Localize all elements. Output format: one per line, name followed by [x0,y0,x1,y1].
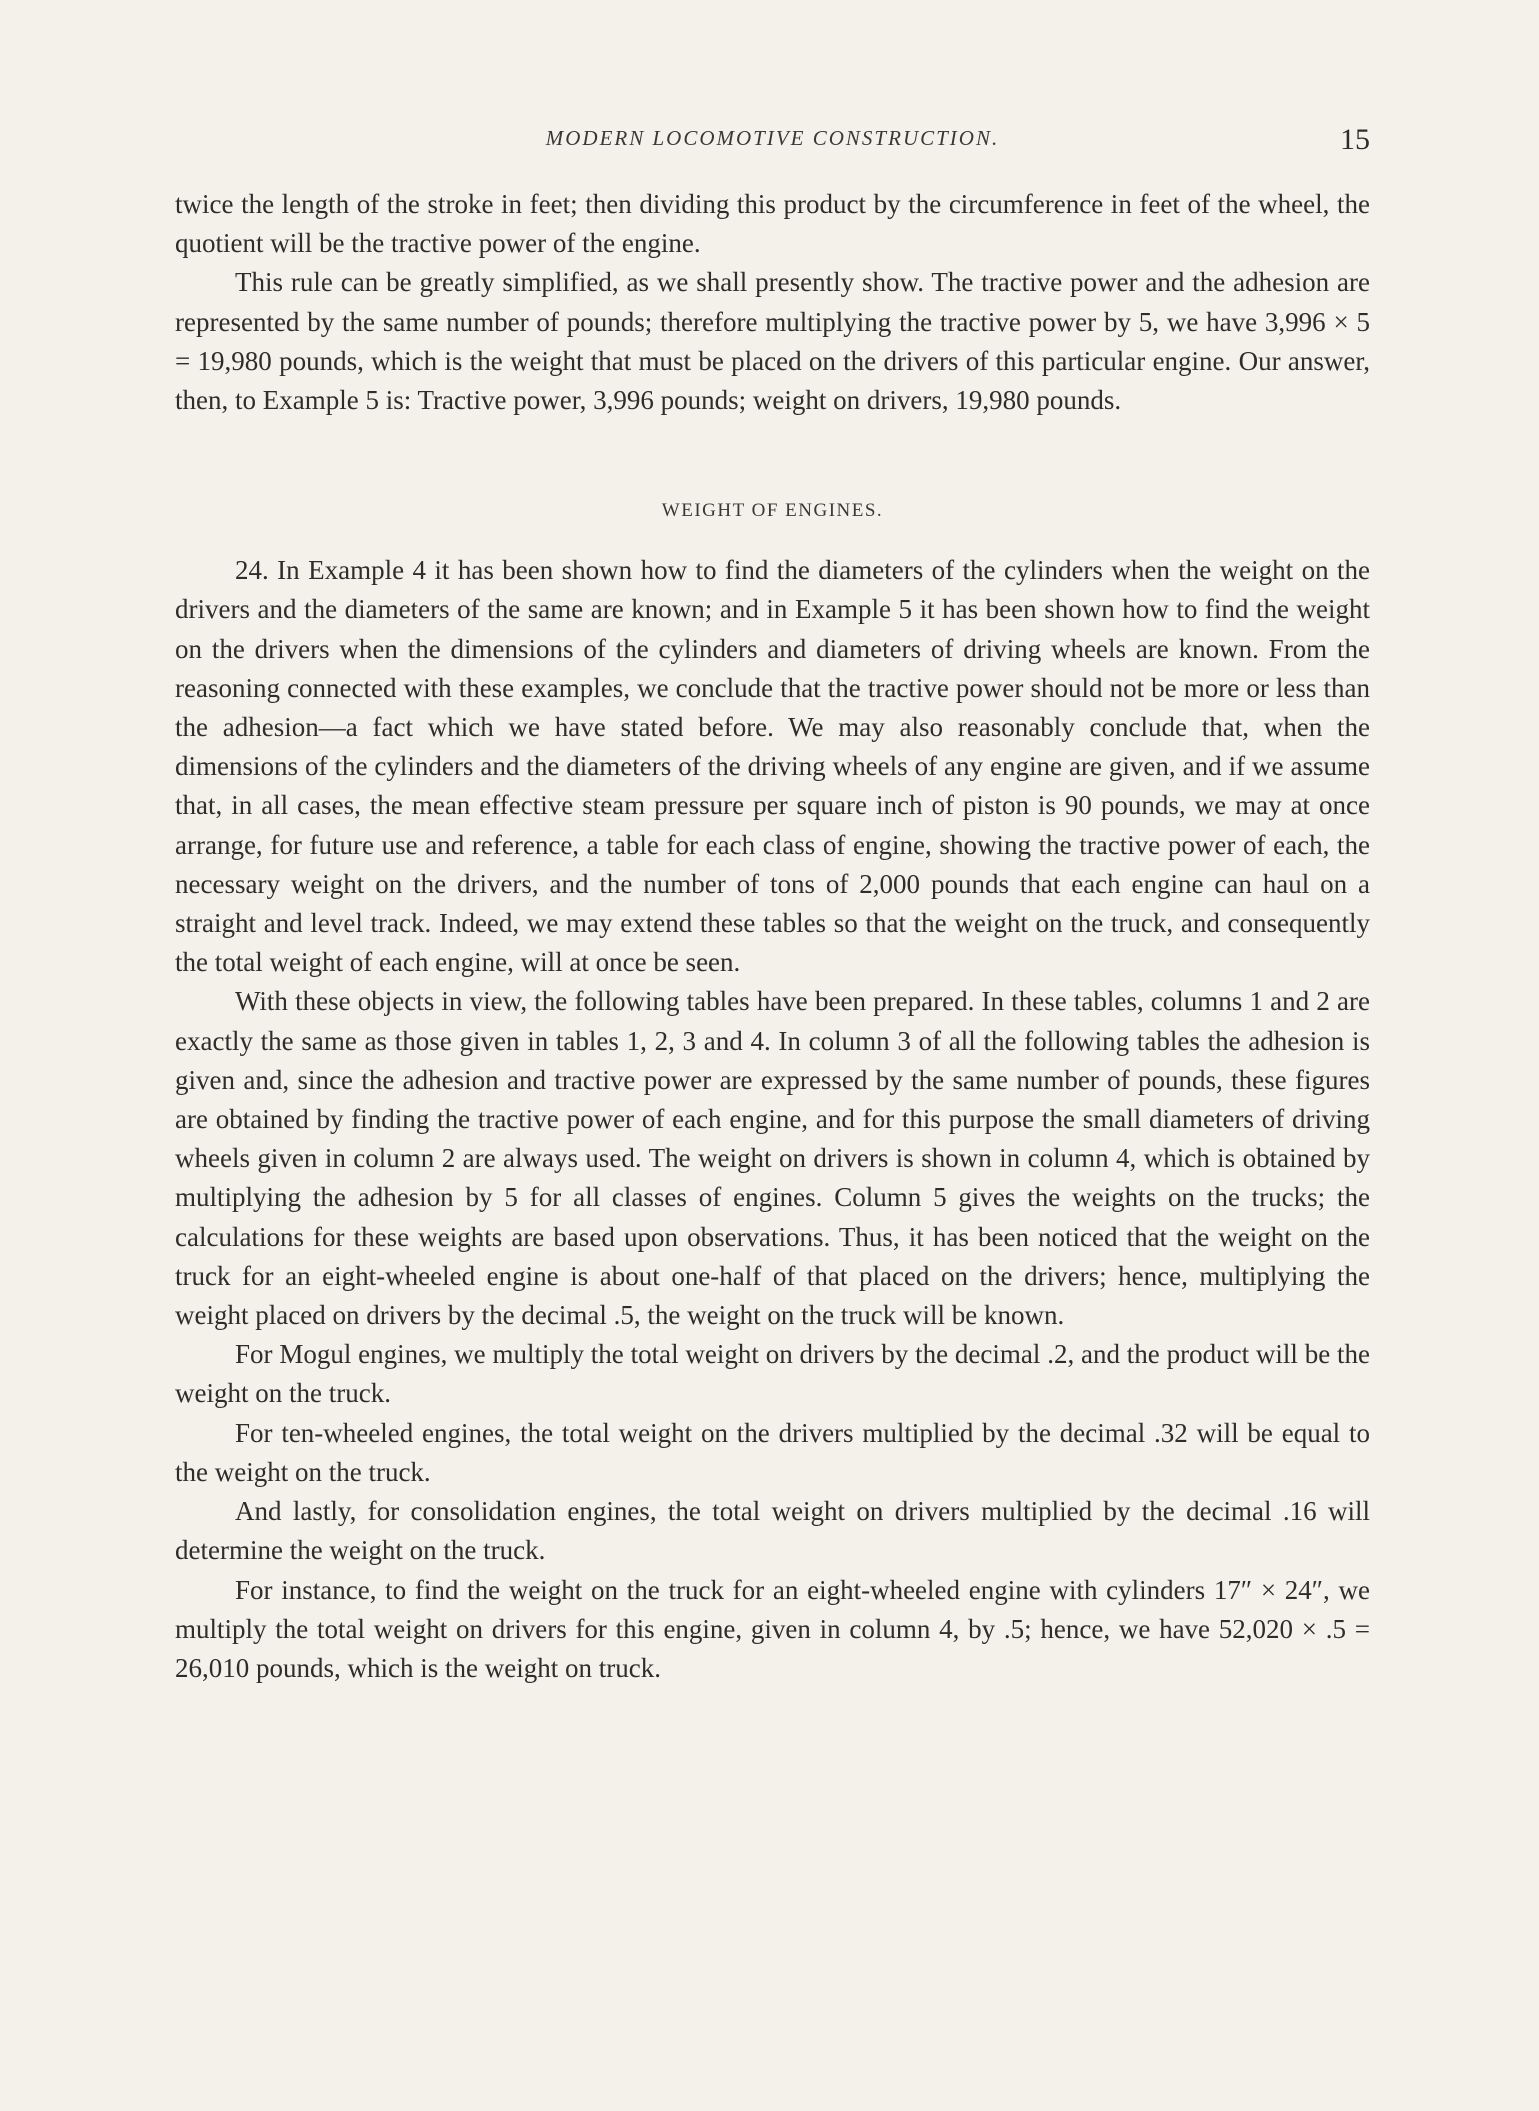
paragraph-continuation: twice the length of the stroke in feet; then dividing this product by the circumference in feet of the wheel, the quotient will be the tractive power of the engine. [175,189,1370,259]
paragraph-mogul: For Mogul engines, we multiply the total weight on drivers by the decimal .2, and the product will be the weight on the truck. [175,1339,1370,1409]
page-number: 15 [1340,123,1370,156]
paragraph-tables-prepared: With these objects in view, the following tables have been prepared. In these tables, columns 1 and 2 are exactly the same as those given in tables 1, 2, 3 and 4. In column 3 of all the following tables the adhesion is given and, since the adhesion and tractive power are expressed by the same number of pounds, these figures are obtained by finding the tractive power of each engine, and for this purpose the small diameters of driving wheels given in column 2 are always used. The weight on drivers is shown in column 4, which is obtained by multiplying the adhesion by 5 for all classes of engines. Column 5 gives the weights on the trucks; the calculations for these weights are based upon observations. Thus, it has been noticed that the weight on the truck for an eight-wheeled engine is about one-half of that placed on the drivers; hence, multiplying the weight placed on drivers by the decimal .5, the weight on the truck will be known. [175,986,1370,1331]
paragraph-consolidation: And lastly, for consolidation engines, the total weight on drivers multiplied by the decimal .16 will determine the weight on the truck. [175,1496,1370,1566]
body-text [175,185,1370,1688]
paragraph-example: For instance, to find the weight on the truck for an eight-wheeled engine with cylinders 17″ × 24″, we multiply the total weight on drivers for this engine, given in column 4, by .5; hence, we have 52,020 × .5 = 26,010 pounds, which is the weight on truck. [175,1574,1370,1683]
running-title: MODERN LOCOMOTIVE CONSTRUCTION. [545,126,1000,150]
paragraph-rule-simplified: This rule can be greatly simplified, as we shall presently show. The tractive power and the adhesion are represented by the same number of pounds; therefore multiplying the tractive power by 5, we have 3,996 × 5 = 19,980 pounds, which is the weight that must be placed on the drivers of this particular engine. Our answer, then, to Example 5 is: Tractive power, 3,996 pounds; weight on drivers, 19,980 pounds. [175,267,1370,416]
paragraph-ten-wheeled: For ten-wheeled engines, the total weight on the drivers multiplied by the decimal .32 will be equal to the weight on the truck. [175,1417,1370,1487]
section-heading: WEIGHT OF ENGINES. [661,500,884,522]
paragraph-24: 24. In Example 4 it has been shown how to find the diameters of the cylinders when the weight on the drivers and the diameters of the same are known; and in Example 5 it has been shown how to find the weight on the drivers when the dimensions of the cylinders and diameters of driving wheels are known. From the reasoning connected with these examples, we conclude that the tractive power should not be more or less than the adhesion—a fact which we have stated before. We may also reasonably conclude that, when the dimensions of the cylinders and the diameters of the driving wheels of any engine are given, and if we assume that, in all cases, the mean effective steam pressure per square inch of piston is 90 pounds, we may at once arrange, for future use and reference, a table for each class of engine, showing the tractive power of each, the necessary weight on the drivers, and the number of tons of 2,000 pounds that each engine can haul on a straight and level track. Indeed, we may extend these tables so that the weight on the truck, and consequently the total weight of each engine, will at once be seen. [175,555,1370,978]
running-head [175,118,1370,158]
